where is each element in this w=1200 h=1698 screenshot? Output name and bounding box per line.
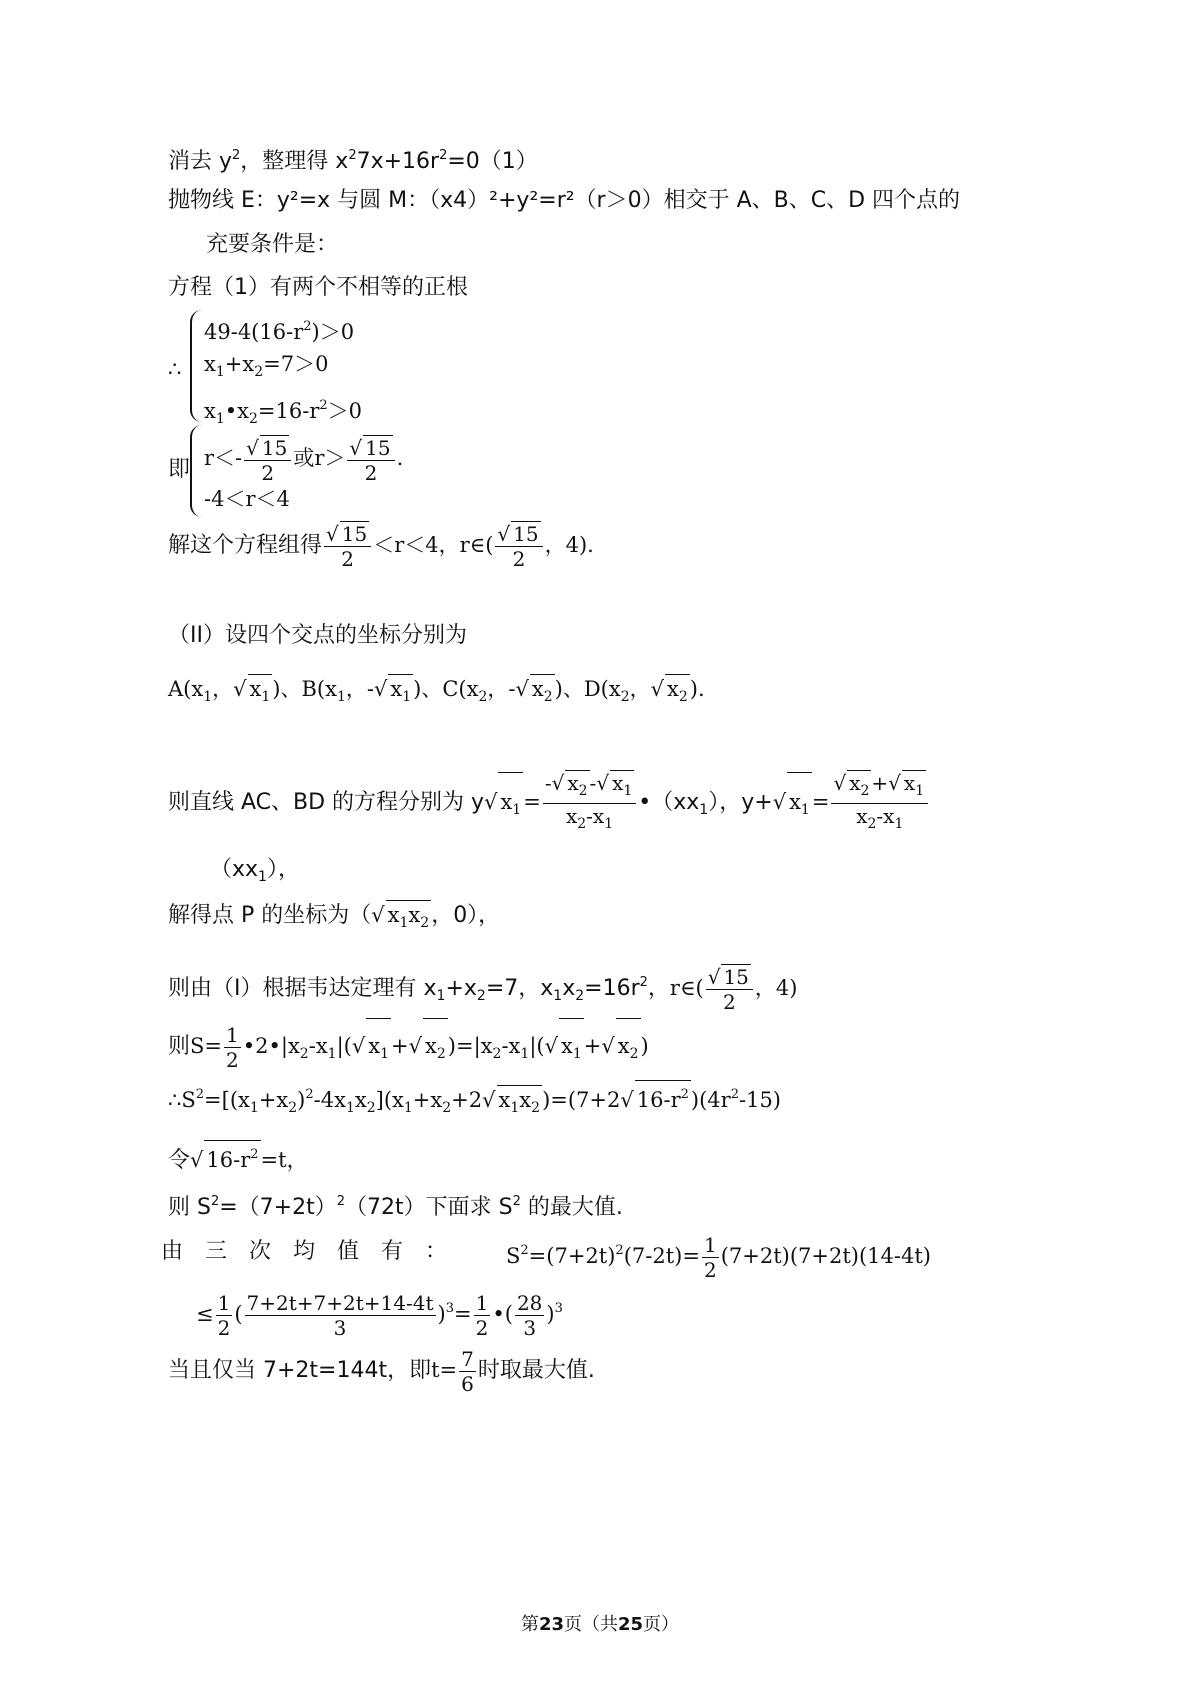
text-line: $(x⁦x_1)$， [210, 857, 300, 885]
therefore-symbol: ∴ [168, 357, 182, 381]
inequality: $49-4(16-r^2)>0$ [204, 319, 355, 344]
text-line: 充要条件是： [206, 232, 339, 257]
text-line: （II）设四个交点的坐标分别为 [168, 623, 467, 648]
inequality: r＜- $\frac{√ 15}{2}$ 或r＞ $\frac{√ 15}{2}$ . [204, 435, 404, 485]
text-line: 解这个方程组得 $\frac{√ 15}{2}$ ＜r＜4，r∈( $\frac{√ 15}{2}$ ，4). [168, 522, 594, 571]
inequality: -4＜r＜4 [204, 487, 290, 511]
left-brace [190, 425, 202, 517]
amgm-formula: $S^2=(7+2t)^2(7-2t)=$ $\frac{1}{2}$ (7+2t)(7+2t)(14-4t) [506, 1233, 931, 1282]
left-brace [190, 310, 202, 422]
amgm-label: 由 三 次 均 值 有 ： [160, 1239, 447, 1264]
area-formula: 则S= $\frac{1}{2}$ $•2•|x_2-x_1|(√$ $x_1+√$ $x_2)=|x_2-x_1|(√$ $x_1+√$ $x_2$) [168, 1018, 649, 1081]
page-footer: 第23页（共25页） [520, 1614, 680, 1635]
text-line: 令√ $16-r^2=t$， [168, 1140, 308, 1175]
text-line: 则 $S^2=(7+2t)^2(7⁦2t)$下面求 $S^2$ 的最大值. [168, 1194, 623, 1220]
text-line: 消去 $y^2$，整理得 $x^2⁦7x+16⁦r^2=0(1)$ [168, 148, 538, 174]
text-line: 方程（1）有两个不相等的正根 [168, 275, 468, 300]
inequality: $x_1+x_2=7>0$ [204, 352, 329, 380]
text-line: 则由（I）根据韦达定理有 $x_1+x_2=7$，$x_1x_2=16⁦r^2$，r∈( $\frac{√ 15}{2}$ ，4) [168, 965, 798, 1014]
ji-label: 即 [168, 457, 191, 482]
area-squared-formula: $\therefore S^2=[(x_1+x_2)^2-4x_1x_2](x_1+x_2+2√$ $x_1x_2)=(7+2√$ $16-r^2)(4r^2-15)$ [168, 1080, 781, 1122]
amgm-bound: ≤ $\frac{1}{2}$ ( $\frac{7+2t+7+2t+14-4t}{3}$ )$^3$= $\frac{1}{2}$ •( $\frac{28}{3}$ )$^3$ [196, 1291, 563, 1340]
points-line: $A(x_1$，√ $x_1$)、$B(x_1$，-√ $x_1$)、$C(x_2$，-√ $x_2$)、$D(x_2$，√ $x_2$). [168, 674, 705, 711]
text-line: 当且仅当 7+2t=14⁦4t，即t= $\frac{7}{6}$ 时取最大值. [168, 1346, 595, 1396]
text-line: 抛物线 E：y²=x 与圆 M：（x⁦4）²+y²=r²（r＞0）相交于 A、B、C、D 四个点的 [168, 188, 961, 213]
text-line: 则直线 AC、BD 的方程分别为 y⁦√ $x_1=$ $\frac{-√ x_2 -√ x_1}{x_2-x_1}$ $•(x⁦x_1)$，y+√ $x_1=$ $\frac{√ x_2 +√ x_1}{x_2-x_1}$ [168, 770, 930, 839]
inequality: $x_1•x_2=16-r^2>0$ [204, 398, 363, 427]
text-line: 解得点 P 的坐标为（√ $x_1x_2$，0）， [168, 900, 500, 937]
